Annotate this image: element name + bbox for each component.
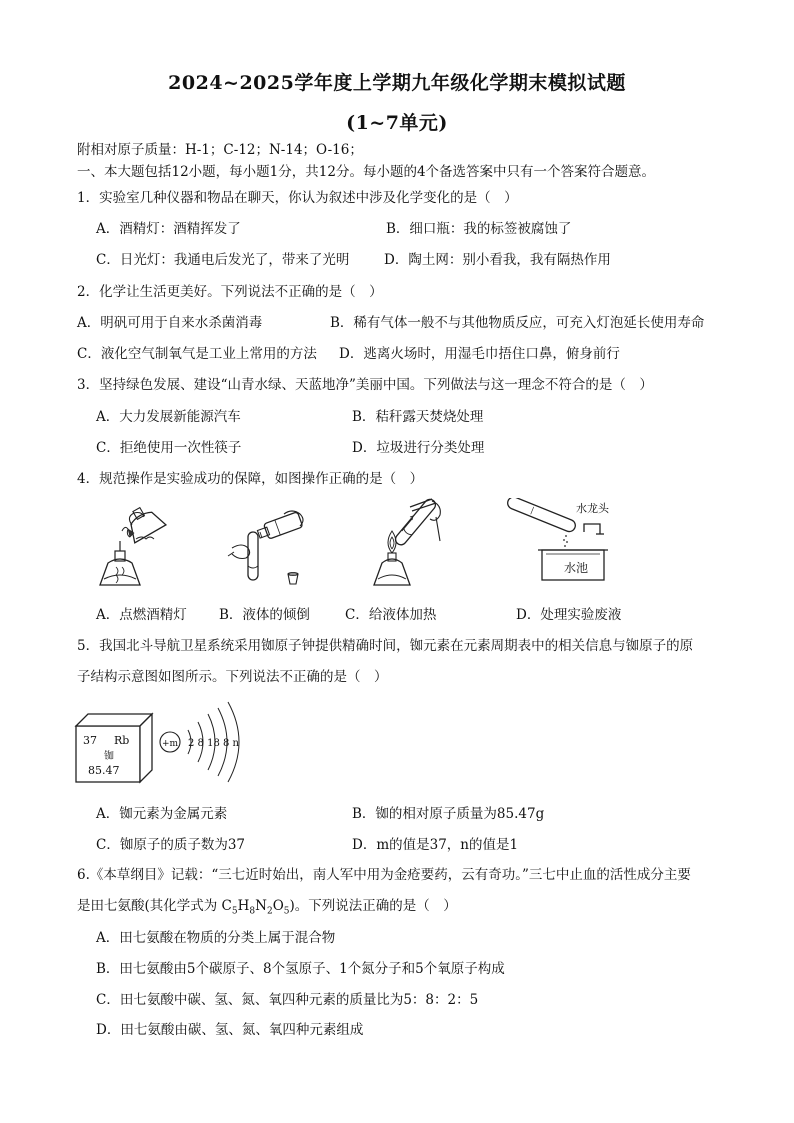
q2-option-c: C．液化空气制氧气是工业上常用的方法 xyxy=(77,346,317,362)
q1-option-b: B．细口瓶：我的标签被腐蚀了 xyxy=(386,221,572,237)
element-cell-rubidium xyxy=(74,712,156,784)
section-instructions: 一、本大题包括12小题，每小题1分，共12分。每小题的4个备选答案中只有一个答案符合题意。 xyxy=(77,164,656,180)
q6-option-d: D．田七氨酸由碳、氢、氮、氧四种元素组成 xyxy=(96,1022,364,1038)
q3-option-b: B．秸秆露天焚烧处理 xyxy=(352,409,484,425)
liquid-pouring-figure xyxy=(222,508,322,588)
q2-option-b: B．稀有气体一般不与其他物质反应，可充入灯泡延长使用寿命 xyxy=(330,315,705,331)
q4-option-d: D．处理实验废液 xyxy=(516,607,622,623)
q1-option-a: A．酒精灯：酒精挥发了 xyxy=(96,221,241,237)
q5-option-c: C．铷原子的质子数为37 xyxy=(96,837,246,853)
relative-atomic-mass: 85.47 xyxy=(88,764,120,777)
q6-stem-line2: 是田七氨酸(其化学式为 $C_5H_8N_2O_5$)。下列说法正确的是（ ） xyxy=(77,898,457,917)
q3-option-c: C．拒绝使用一次性筷子 xyxy=(96,440,242,456)
q5-stem-line1: 5．我国北斗导航卫星系统采用铷原子钟提供精确时间，铷元素在元素周期表中的相关信息与铷原子的原 xyxy=(77,638,694,654)
element-name: 铷 xyxy=(104,751,114,762)
q3-stem: 3．坚持绿色发展、建设“山青水绿、天蓝地净”美丽中国。下列做法与这一理念不符合的是（ ） xyxy=(77,377,653,393)
q1-stem: 1．实验室几种仪器和物品在聊天，你认为叙述中涉及化学变化的是（ ） xyxy=(77,190,518,206)
page-title: 2024~2025学年度上学期九年级化学期末模拟试题 xyxy=(168,72,626,94)
alcohol-lamp-lighting-figure xyxy=(92,505,182,595)
page-subtitle: (1~7单元) xyxy=(346,112,448,134)
liquid-heating-figure xyxy=(362,497,452,592)
q5-stem-line2: 子结构示意图如图所示。下列说法不正确的是（ ） xyxy=(77,669,388,685)
rubidium-atom-structure-diagram xyxy=(156,700,256,788)
q1-option-c: C．日光灯：我通电后发光了，带来了光明 xyxy=(96,252,350,268)
sink-label: 水池 xyxy=(564,561,589,575)
q4-option-a: A．点燃酒精灯 xyxy=(96,607,187,623)
element-symbol: Rb xyxy=(114,734,130,747)
q6-stem-line1: 6.《本草纲目》记载：“三七近时始出，南人军中用为金疮要药，云有奇功。”三七中止血的活性成分主要 xyxy=(77,867,691,883)
atomic-mass-note: 附相对原子质量：H-1；C-12；N-14；O-16； xyxy=(77,142,363,158)
q1-option-d: D．陶土网：别小看我，我有隔热作用 xyxy=(384,252,611,268)
atomic-number: 37 xyxy=(83,734,97,747)
nucleus-charge: +m xyxy=(162,739,179,749)
q4-stem: 4．规范操作是实验成功的保障，如图操作正确的是（ ） xyxy=(77,471,424,487)
q2-option-d: D．逃离火场时，用湿毛巾捂住口鼻，俯身前行 xyxy=(339,346,620,362)
electron-shells: 2 8 18 8 n xyxy=(188,738,239,749)
waste-disposal-figure xyxy=(500,498,620,590)
q4-option-c: C．给液体加热 xyxy=(345,607,437,623)
q5-option-b: B．铷的相对原子质量为85.47g xyxy=(352,806,545,822)
q6-option-a: A．田七氨酸在物质的分类上属于混合物 xyxy=(96,930,336,946)
q3-option-a: A．大力发展新能源汽车 xyxy=(96,409,241,425)
q6-option-b: B．田七氨酸由5个碳原子、8个氢原子、1个氮分子和5个氧原子构成 xyxy=(96,961,505,977)
tap-label: 水龙头 xyxy=(576,502,609,515)
q2-option-a: A．明矾可用于自来水杀菌消毒 xyxy=(77,315,263,331)
q3-option-d: D．垃圾进行分类处理 xyxy=(352,440,485,456)
q4-option-b: B．液体的倾倒 xyxy=(219,607,310,623)
q5-option-d: D．m的值是37，n的值是1 xyxy=(352,837,519,853)
q5-option-a: A．铷元素为金属元素 xyxy=(96,806,228,822)
q2-stem: 2．化学让生活更美好。下列说法不正确的是（ ） xyxy=(77,284,383,300)
q6-option-c: C．田七氨酸中碳、氢、氮、氧四种元素的质量比为5：8：2：5 xyxy=(96,992,479,1008)
